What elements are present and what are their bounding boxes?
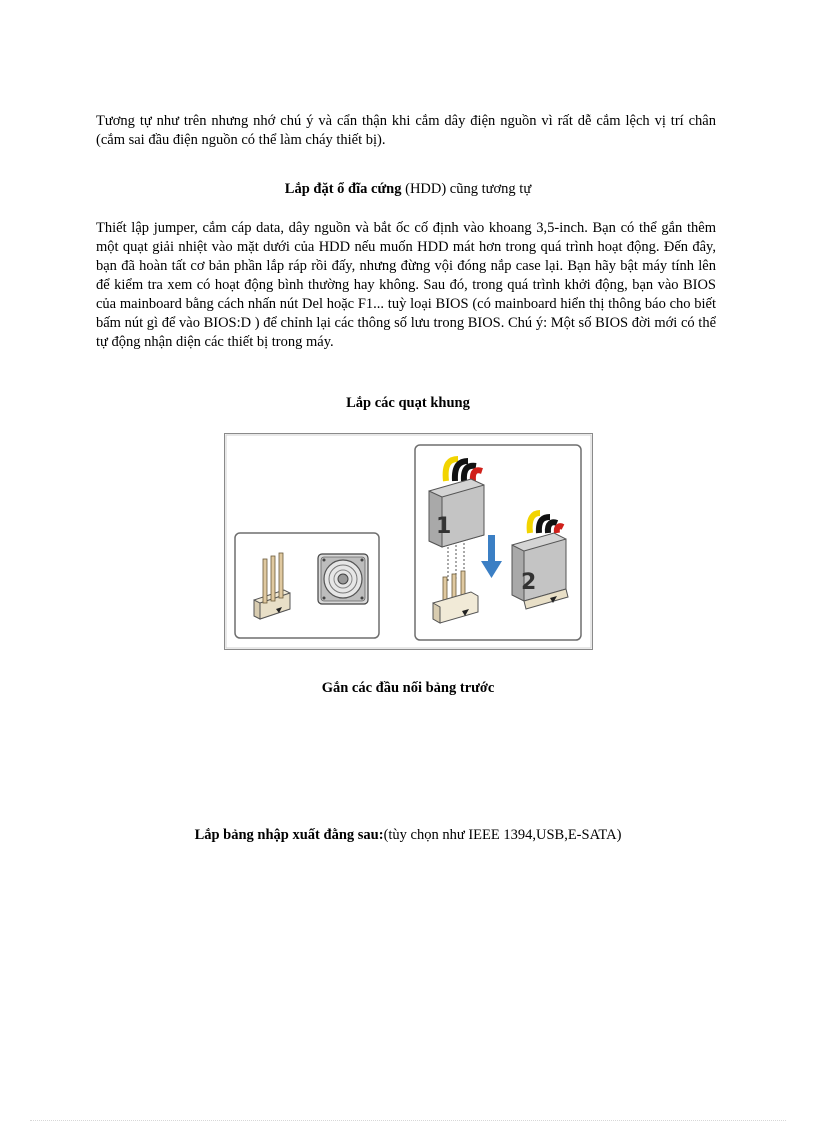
heading-hdd-bold: Lắp đặt ổ đĩa cứng — [284, 181, 402, 197]
heading-rear-io-bold: Lắp bảng nhập xuất đằng sau: — [194, 827, 384, 843]
heading-front-panel: Gắn các đầu nối bảng trước — [321, 680, 495, 696]
svg-text:1: 1 — [436, 514, 452, 539]
heading-case-fans: Lắp các quạt khung — [346, 395, 470, 411]
heading-hdd-rest: (HDD) cũng tương tự — [401, 181, 532, 197]
heading-hdd — [0, 180, 816, 199]
heading-rear-io-rest: (tùy chọn như IEEE 1394,USB,E-SATA) — [383, 827, 622, 843]
heading-rear-io — [0, 826, 816, 845]
paragraph-power-cable: Tương tự như trên nhưng nhớ chú ý và cẩn thận khi cắm dây điện nguồn vì rất dễ cắm lệch vị trí chân (cắm sai đầu điện nguồn có thể làm cháy thiết bị). — [96, 113, 716, 148]
paragraph-hdd-install: Thiết lập jumper, cắm cáp data, dây nguồn và bắt ốc cố định vào khoang 3,5-inch. Bạn có thể gắn thêm một quạt giải nhiệt vào mặt dưới của HDD nếu muốn HDD mát hơn trong quá trình hoạt động. Đến đây, bạn đã hoàn tất cơ bản phần lắp ráp rồi đấy, nhưng đừng vội đóng nắp case lại. Bạn hãy bật máy tính lên để kiểm tra xem có hoạt động bình thường hay không. Sau đó, trong quá trình khởi động, bạn vào BIOS của mainboard bằng cách nhấn nút Del hoặc F1... tuỳ loại BIOS (có mainboard hiển thị thông báo cho biết bấm nút gì để vào BIOS:D ) để chỉnh lại các thông số lưu trong BIOS. Chú ý: Một số BIOS đời mới có thể tự động nhận diện các thiết bị trong máy. — [96, 220, 716, 350]
page-bottom-rule — [30, 1120, 786, 1121]
case-fan-icon — [318, 554, 368, 604]
fan-connector-illustration — [224, 433, 593, 650]
svg-text:2: 2 — [521, 570, 537, 595]
